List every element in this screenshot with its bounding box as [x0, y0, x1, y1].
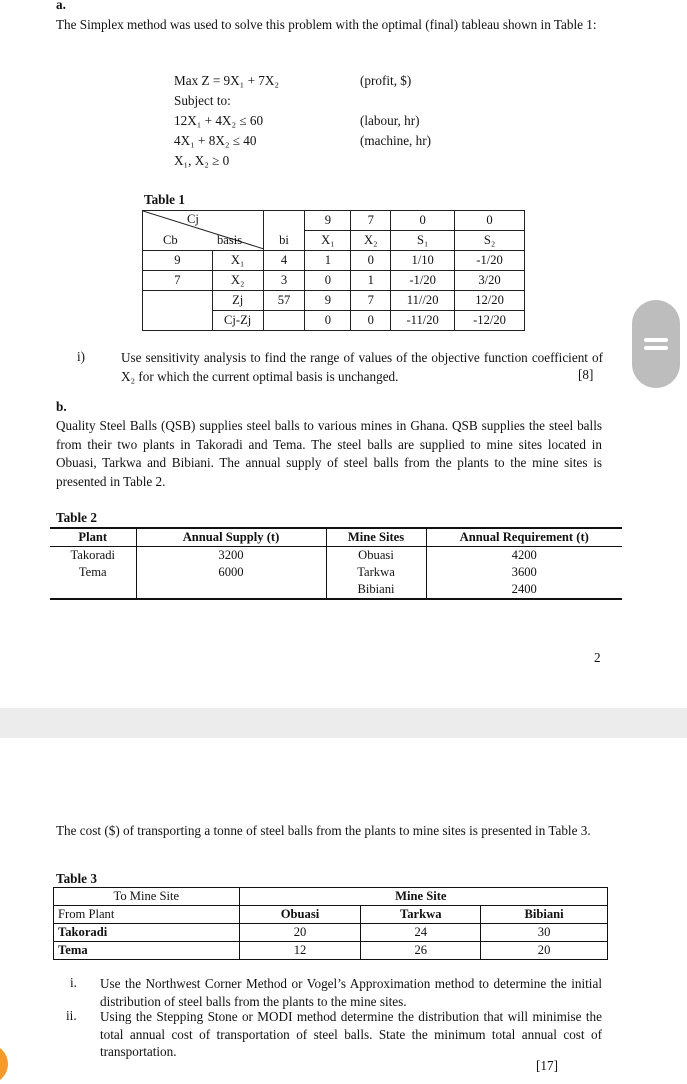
plant-cell: Takoradi — [54, 924, 240, 942]
scroll-handle[interactable] — [632, 300, 680, 388]
var-header: S₂ — [455, 231, 525, 251]
constraint-machine-note: (machine, hr) — [360, 133, 432, 148]
table2-title: Table 2 — [56, 510, 97, 525]
constraint-labour: 12X₁ + 4X₂ ≤ 60 — [174, 113, 264, 128]
basis-cell: X₂ — [212, 271, 263, 291]
requirement-cell: 4200 — [511, 548, 537, 562]
plant-cell: Takoradi — [50, 547, 136, 565]
cj-cb-corner-cell — [143, 211, 264, 251]
coef-cell: 1/10 — [391, 251, 455, 271]
coef-cell: 1 — [305, 251, 351, 271]
cj-value: 9 — [305, 211, 351, 231]
table1-title: Table 1 — [144, 192, 185, 207]
basis-label: basis — [217, 233, 243, 247]
to-mine-site-label: To Mine Site — [54, 888, 240, 906]
plant-cell: Tema — [54, 942, 240, 960]
cost-cell: 12 — [239, 942, 361, 960]
empty-cell — [481, 888, 608, 906]
basis-cell: X₁ — [212, 251, 263, 271]
site-header: Obuasi — [239, 906, 361, 924]
objective-function: Max Z = 9X₁ + 7X₂ — [174, 73, 280, 88]
supply-cell: 3200 — [136, 547, 326, 565]
part-b-label: b. — [56, 399, 67, 414]
zj-cell: 9 — [305, 291, 351, 311]
table-row — [54, 942, 608, 960]
var-header: X₂ — [351, 231, 391, 251]
part-a-intro: The Simplex method was used to solve this problem with the optimal (final) tableau shown in Table 1: — [56, 17, 597, 32]
bi-header: bi — [263, 231, 305, 251]
coef-cell: 3/20 — [455, 271, 525, 291]
coef-cell: -1/20 — [391, 271, 455, 291]
cj-zj-label: Cj-Zj — [212, 311, 263, 331]
cj-zj-cell: -11/20 — [391, 311, 455, 331]
table-row — [50, 547, 622, 565]
table-row — [54, 924, 608, 942]
zj-cell: 12/20 — [455, 291, 525, 311]
coef-cell: 1 — [351, 271, 391, 291]
cj-label: Cj — [187, 212, 199, 226]
coef-cell: 0 — [305, 271, 351, 291]
table-row — [143, 251, 525, 271]
constraint-labour-note: (labour, hr) — [360, 113, 420, 128]
plant-cell — [50, 581, 136, 599]
zj-cell: 11//20 — [391, 291, 455, 311]
site-cell: Obuasi — [326, 547, 426, 565]
site-header: Bibiani — [524, 907, 564, 921]
table3-title: Table 3 — [56, 871, 97, 886]
bi-cell: 4 — [263, 251, 305, 271]
zj-row — [143, 291, 525, 311]
supply-cell: 6000 — [136, 564, 326, 581]
simplex-tableau — [142, 210, 525, 331]
question-b-i-text: Use the Northwest Corner Method or Vogel’s Approximation method to determine the initial distribution of steel balls from the plants to the mine sites. — [100, 976, 602, 1009]
cj-zj-cell: -12/20 — [455, 311, 525, 331]
diagonal-divider — [143, 211, 264, 249]
zj-bi: 57 — [263, 291, 305, 311]
var-header: X₁ — [305, 231, 351, 251]
cb-cell: 9 — [143, 251, 213, 271]
question-i-text: Use sensitivity analysis to find the range of values of the objective function coefficient of X₂ for which the current optimal basis is unchanged. — [121, 350, 603, 384]
column-header: Annual Requirement (t) — [459, 530, 589, 544]
marks-label: [17] — [536, 1058, 558, 1073]
subject-to: Subject to: — [174, 93, 231, 108]
site-cell: Tarkwa — [326, 564, 426, 581]
part-b-intro: Quality Steel Balls (QSB) supplies steel balls to various mines in Ghana. QSB supplies the steel balls from their two plants in Takoradi and Tema. The steel balls are supplied to mine sites located in Obuasi, Tarkwa and Bibiani. The annual supply of steel balls from the plants to the mine sites is presented in Table 2. — [56, 418, 602, 489]
cb-cell: 7 — [143, 271, 213, 291]
cost-intro: The cost ($) of transporting a tonne of steel balls from the plants to mine sites is presented in Table 3. — [56, 823, 591, 838]
question-i-marks: [8] — [578, 367, 594, 382]
supply-cell — [136, 581, 326, 599]
question-i-number: i) — [77, 349, 86, 364]
site-header: Tarkwa — [361, 906, 481, 924]
requirement-cell: 3600 — [511, 565, 537, 579]
question-b-ii-number: ii. — [66, 1008, 77, 1023]
objective-note: (profit, $) — [360, 73, 412, 88]
part-a-label: a. — [56, 0, 66, 12]
from-plant-label: From Plant — [54, 906, 240, 924]
empty-cell — [263, 311, 305, 331]
question-b-ii-text: Using the Stepping Stone or MODI method determine the distribution that will minimise the total annual cost of transportation of steel balls. State the minimum total annual cost of transportation. — [100, 1009, 602, 1059]
non-negativity: X₁, X₂ ≥ 0 — [174, 153, 230, 168]
mine-site-group-header: Mine Site — [361, 888, 481, 906]
empty-cell — [143, 311, 213, 331]
table-row — [50, 581, 622, 599]
cost-cell: 26 — [361, 942, 481, 960]
coef-cell: -1/20 — [455, 251, 525, 271]
column-header: Plant — [50, 528, 136, 547]
zj-cell: 7 — [351, 291, 391, 311]
constraint-machine: 4X₁ + 8X₂ ≤ 40 — [174, 133, 257, 148]
cj-zj-cell: 0 — [305, 311, 351, 331]
cj-value: 0 — [455, 211, 525, 231]
cj-value: 0 — [391, 211, 455, 231]
cost-cell: 24 — [361, 924, 481, 942]
transport-cost-table — [53, 887, 608, 960]
zj-label: Zj — [212, 291, 263, 311]
var-header: S₁ — [391, 231, 455, 251]
cb-label: Cb — [163, 233, 178, 247]
cost-cell: 20 — [537, 943, 551, 957]
cj-zj-row — [143, 311, 525, 331]
supply-demand-table — [50, 527, 622, 600]
cj-value: 7 — [351, 211, 391, 231]
empty-cell — [239, 888, 361, 906]
page-two — [0, 738, 687, 1073]
handle-grip-icon — [644, 346, 668, 350]
cost-cell: 30 — [537, 925, 551, 939]
handle-grip-icon — [644, 338, 668, 342]
table-row — [143, 271, 525, 291]
column-header: Mine Sites — [326, 528, 426, 547]
table-row — [50, 564, 622, 581]
cj-empty — [263, 211, 305, 231]
question-b-i-number: i. — [70, 975, 77, 990]
cost-cell: 20 — [239, 924, 361, 942]
empty-cell — [143, 291, 213, 311]
column-header: Annual Supply (t) — [136, 528, 326, 547]
bi-cell: 3 — [263, 271, 305, 291]
page-gap — [0, 708, 687, 738]
requirement-cell: 2400 — [511, 582, 537, 596]
page-number: 2 — [594, 650, 601, 665]
plant-cell: Tema — [50, 564, 136, 581]
site-cell: Bibiani — [326, 581, 426, 599]
coef-cell: 0 — [351, 251, 391, 271]
cj-zj-cell: 0 — [351, 311, 391, 331]
